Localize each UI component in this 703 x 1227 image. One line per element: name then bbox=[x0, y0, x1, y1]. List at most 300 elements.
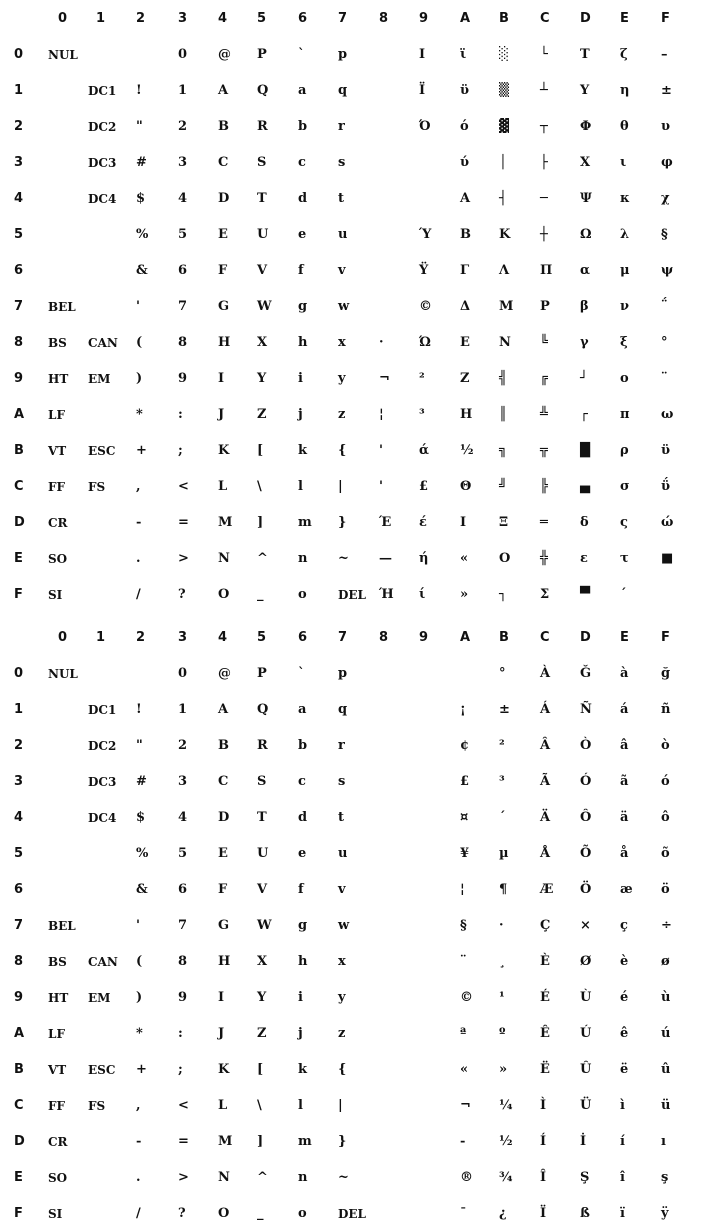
table-cell: 6 bbox=[178, 263, 188, 278]
table-cell: ü bbox=[661, 1098, 671, 1113]
table-cell: EM bbox=[88, 372, 111, 386]
table-row bbox=[0, 330, 703, 356]
table-cell: O bbox=[218, 1206, 230, 1221]
table-cell: { bbox=[338, 443, 347, 458]
table-cell: ■ bbox=[661, 551, 674, 566]
table-cell: ▄ bbox=[580, 479, 590, 494]
table-cell: ; bbox=[178, 1062, 183, 1077]
row-header: 7 bbox=[14, 299, 24, 314]
table-cell: ) bbox=[136, 371, 143, 386]
table-cell: Y bbox=[257, 371, 267, 386]
table-cell: æ bbox=[620, 882, 633, 897]
table-row bbox=[0, 769, 703, 795]
table-cell: ═ bbox=[540, 515, 548, 530]
table-cell: DC1 bbox=[88, 703, 117, 717]
table-cell: ú bbox=[661, 1026, 671, 1041]
table-cell: ` bbox=[298, 666, 305, 681]
table-cell: R bbox=[257, 738, 268, 753]
table-cell: å bbox=[620, 846, 629, 861]
table-cell: ñ bbox=[661, 702, 671, 717]
table-cell: Ύ bbox=[419, 227, 432, 242]
table-cell: ¾ bbox=[499, 1170, 513, 1185]
table-cell: k bbox=[298, 1062, 308, 1077]
table-cell: ¹ bbox=[499, 990, 505, 1005]
table-cell: ¼ bbox=[499, 1098, 513, 1113]
column-header: E bbox=[620, 11, 629, 26]
table-cell: DC2 bbox=[88, 120, 117, 134]
table-cell: ÿ bbox=[661, 1206, 669, 1221]
table-cell: ┴ bbox=[540, 83, 548, 98]
table-cell: ▓ bbox=[499, 119, 509, 134]
table-cell: ' bbox=[379, 479, 383, 494]
table-cell: λ bbox=[620, 227, 630, 242]
table-cell: ╦ bbox=[540, 443, 548, 458]
table-row bbox=[0, 78, 703, 104]
table-cell: κ bbox=[620, 191, 630, 206]
table-cell: ? bbox=[178, 1206, 186, 1221]
table-cell: V bbox=[257, 263, 268, 278]
table-cell: è bbox=[620, 954, 629, 969]
table-cell: Z bbox=[257, 1026, 267, 1041]
table-cell: : bbox=[178, 1026, 183, 1041]
table-cell: ρ bbox=[620, 443, 629, 458]
table-cell: \ bbox=[257, 1098, 262, 1113]
table-cell: ζ bbox=[620, 47, 628, 62]
table-cell: Z bbox=[257, 407, 267, 422]
table-cell: õ bbox=[661, 846, 670, 861]
column-header: C bbox=[540, 630, 550, 645]
table-cell: φ bbox=[661, 155, 673, 170]
table-cell: - bbox=[136, 515, 142, 530]
table-cell: ╣ bbox=[499, 371, 507, 386]
table-cell: ³ bbox=[499, 774, 505, 789]
column-header: F bbox=[661, 11, 670, 26]
table-cell: FF bbox=[48, 480, 66, 494]
table-cell: ½ bbox=[460, 443, 474, 458]
column-header: 1 bbox=[96, 630, 106, 645]
table-cell: Î bbox=[540, 1170, 547, 1185]
table-cell: î bbox=[620, 1170, 625, 1185]
table-cell: % bbox=[136, 227, 149, 242]
table-cell: ╗ bbox=[499, 443, 507, 458]
table-cell: Q bbox=[257, 83, 269, 98]
table-cell: C bbox=[218, 155, 229, 170]
table-cell: ¬ bbox=[379, 371, 390, 386]
table-cell: m bbox=[298, 1134, 312, 1149]
table-cell: Ο bbox=[499, 551, 511, 566]
table-cell: ÷ bbox=[661, 918, 672, 933]
table-cell: Â bbox=[540, 738, 551, 753]
row-header: A bbox=[14, 407, 25, 422]
table-cell: â bbox=[620, 738, 629, 753]
table-cell: À bbox=[540, 666, 551, 681]
table-cell: έ bbox=[419, 515, 427, 530]
table-cell: ş bbox=[661, 1170, 669, 1185]
table-row bbox=[0, 510, 703, 536]
table-cell: Í bbox=[540, 1134, 547, 1149]
table-cell: DEL bbox=[338, 1207, 366, 1221]
table-cell: ã bbox=[620, 774, 629, 789]
table-cell: ΅ bbox=[661, 299, 668, 314]
table-cell: · bbox=[499, 918, 504, 933]
table-cell: _ bbox=[257, 1206, 264, 1221]
table-cell: 8 bbox=[178, 335, 188, 350]
table-cell: Õ bbox=[580, 846, 592, 861]
table-cell: ¢ bbox=[460, 738, 470, 753]
table-row bbox=[0, 546, 703, 572]
table-cell: 3 bbox=[178, 774, 188, 789]
table-cell: Τ bbox=[580, 47, 590, 62]
table-cell: Ñ bbox=[580, 702, 592, 717]
table-cell: ν bbox=[620, 299, 630, 314]
table-cell: ¡ bbox=[460, 702, 466, 717]
row-header: 4 bbox=[14, 810, 24, 825]
table-cell: ╠ bbox=[540, 479, 548, 494]
table-cell: X bbox=[257, 335, 268, 350]
column-header: E bbox=[620, 630, 629, 645]
table-cell: τ bbox=[620, 551, 629, 566]
table-cell: η bbox=[620, 83, 630, 98]
table-cell: ╝ bbox=[499, 479, 507, 494]
row-header: D bbox=[14, 1134, 25, 1149]
table-cell: I bbox=[218, 371, 225, 386]
table-cell: E bbox=[218, 227, 228, 242]
table-cell: ╚ bbox=[540, 335, 548, 350]
row-header: E bbox=[14, 1170, 23, 1185]
table-cell: Ι bbox=[419, 47, 426, 62]
table-cell: F bbox=[218, 263, 228, 278]
table-row bbox=[0, 1201, 703, 1227]
row-header: 5 bbox=[14, 227, 24, 242]
table-cell: ϊ bbox=[460, 47, 467, 62]
column-header: C bbox=[540, 11, 550, 26]
row-header: B bbox=[14, 1062, 24, 1077]
table-cell: ê bbox=[620, 1026, 629, 1041]
table-cell: Κ bbox=[499, 227, 511, 242]
table-cell: Υ bbox=[580, 83, 590, 98]
table-cell: * bbox=[136, 1026, 143, 1041]
table-row bbox=[0, 402, 703, 428]
table-cell: BEL bbox=[48, 919, 76, 933]
table-cell: a bbox=[298, 83, 307, 98]
table-cell: e bbox=[298, 227, 307, 242]
table-cell: 0 bbox=[178, 666, 188, 681]
table-cell: _ bbox=[257, 587, 264, 602]
table-cell: d bbox=[298, 191, 308, 206]
table-cell: ß bbox=[580, 1206, 590, 1221]
table-cell: 1 bbox=[178, 702, 188, 717]
row-header: 1 bbox=[14, 702, 24, 717]
table-cell: 8 bbox=[178, 954, 188, 969]
table-cell: ² bbox=[419, 371, 425, 386]
table-cell: ] bbox=[257, 515, 264, 530]
table-cell: ┬ bbox=[540, 119, 548, 134]
table-cell: x bbox=[338, 954, 346, 969]
column-header: 3 bbox=[178, 630, 188, 645]
table-cell: ╩ bbox=[540, 407, 548, 422]
table-cell: Ì bbox=[540, 1098, 547, 1113]
table-cell: « bbox=[460, 1062, 469, 1077]
row-header: 9 bbox=[14, 371, 24, 386]
table-cell: BS bbox=[48, 955, 67, 969]
table-cell: } bbox=[338, 515, 347, 530]
table-cell: – bbox=[661, 47, 668, 62]
table-cell: ύ bbox=[460, 155, 470, 170]
table-cell: DC2 bbox=[88, 739, 117, 753]
table-cell: d bbox=[298, 810, 308, 825]
row-header: A bbox=[14, 1026, 25, 1041]
table-cell: f bbox=[298, 882, 304, 897]
table-cell: µ bbox=[499, 846, 509, 861]
table-cell: — bbox=[379, 551, 392, 566]
table-cell: SO bbox=[48, 552, 68, 566]
table-cell: ë bbox=[620, 1062, 629, 1077]
table-cell: M bbox=[218, 515, 233, 530]
table-cell: Ό bbox=[419, 119, 431, 134]
table-cell: q bbox=[338, 83, 348, 98]
table-cell: ^ bbox=[257, 1170, 268, 1185]
table-cell: ϋ bbox=[460, 83, 470, 98]
table-cell: O bbox=[218, 587, 230, 602]
table-cell: 2 bbox=[178, 738, 188, 753]
table-cell: ς bbox=[620, 515, 628, 530]
table-cell: ! bbox=[136, 702, 142, 717]
table-cell: ξ bbox=[620, 335, 628, 350]
table-cell: n bbox=[298, 1170, 308, 1185]
table-cell: ┤ bbox=[499, 191, 507, 206]
column-header: 5 bbox=[257, 11, 267, 26]
table-cell: ! bbox=[136, 83, 142, 98]
table-row bbox=[0, 985, 703, 1011]
table-cell: ~ bbox=[338, 551, 349, 566]
table-cell: ] bbox=[257, 1134, 264, 1149]
table-cell: K bbox=[218, 443, 230, 458]
row-header: 3 bbox=[14, 155, 24, 170]
table-cell: VT bbox=[48, 444, 67, 458]
table-cell: > bbox=[178, 551, 189, 566]
table-cell: ΄ bbox=[620, 587, 627, 602]
table-row bbox=[0, 582, 703, 608]
table-cell: ' bbox=[136, 918, 140, 933]
column-header: 2 bbox=[136, 11, 146, 26]
table-cell: £ bbox=[419, 479, 429, 494]
table-cell: Χ bbox=[580, 155, 591, 170]
column-header: 6 bbox=[298, 11, 308, 26]
column-header: A bbox=[460, 11, 471, 26]
table-cell: + bbox=[136, 1062, 147, 1077]
table-cell: 4 bbox=[178, 191, 188, 206]
table-cell: CR bbox=[48, 1135, 68, 1149]
table-cell: ¦ bbox=[460, 882, 465, 897]
table-cell: È bbox=[540, 954, 550, 969]
table-cell: e bbox=[298, 846, 307, 861]
column-header: 2 bbox=[136, 630, 146, 645]
column-header: B bbox=[499, 630, 509, 645]
table-cell: " bbox=[136, 738, 143, 753]
table-cell: ├ bbox=[540, 155, 548, 170]
table-cell: - bbox=[460, 1134, 466, 1149]
table-cell: ó bbox=[661, 774, 670, 789]
table-cell: L bbox=[218, 479, 228, 494]
table-cell: ¿ bbox=[499, 1206, 507, 1221]
table-cell: ` bbox=[298, 47, 305, 62]
column-header: 4 bbox=[218, 630, 228, 645]
table-row bbox=[0, 949, 703, 975]
table-cell: ´ bbox=[499, 810, 506, 825]
table-cell: └ bbox=[540, 47, 548, 62]
table-cell: 2 bbox=[178, 119, 188, 134]
table-cell: v bbox=[338, 263, 346, 278]
table-cell: S bbox=[257, 774, 267, 789]
table-cell: LF bbox=[48, 408, 65, 422]
table-cell: Ώ bbox=[419, 335, 431, 350]
table-cell: | bbox=[338, 479, 343, 494]
table-cell: ¨ bbox=[661, 371, 668, 386]
table-cell: ESC bbox=[88, 1063, 116, 1077]
table-row bbox=[0, 150, 703, 176]
table-cell: « bbox=[460, 551, 469, 566]
table-cell: NUL bbox=[48, 48, 78, 62]
table-cell: ª bbox=[460, 1026, 467, 1041]
row-header: 6 bbox=[14, 882, 24, 897]
table-cell: ¯ bbox=[460, 1206, 467, 1221]
table-cell: + bbox=[136, 443, 147, 458]
table-cell: Ή bbox=[379, 587, 394, 602]
table-cell: Ω bbox=[580, 227, 592, 242]
table-cell: Λ bbox=[499, 263, 510, 278]
column-header: 5 bbox=[257, 630, 267, 645]
table-cell: X bbox=[257, 954, 268, 969]
table-cell: l bbox=[298, 1098, 303, 1113]
table-cell: * bbox=[136, 407, 143, 422]
table-cell: ¸ bbox=[499, 954, 506, 969]
table-cell: DC4 bbox=[88, 192, 117, 206]
table-cell: δ bbox=[580, 515, 589, 530]
table-cell: ù bbox=[661, 990, 671, 1005]
table-cell: u bbox=[338, 846, 348, 861]
column-header: 8 bbox=[379, 630, 389, 645]
table-cell: ì bbox=[620, 1098, 625, 1113]
table-cell: Γ bbox=[460, 263, 470, 278]
row-header: 8 bbox=[14, 954, 24, 969]
table-cell: Θ bbox=[460, 479, 472, 494]
table-cell: Ù bbox=[580, 990, 592, 1005]
table-cell: / bbox=[136, 1206, 141, 1221]
table-cell: Ι bbox=[460, 515, 467, 530]
table-cell: NUL bbox=[48, 667, 78, 681]
table-cell: 9 bbox=[178, 371, 188, 386]
table-cell: SI bbox=[48, 1207, 63, 1221]
table-cell: s bbox=[338, 774, 346, 789]
column-header: B bbox=[499, 11, 509, 26]
table-cell: B bbox=[218, 738, 229, 753]
table-cell: V bbox=[257, 882, 268, 897]
table-row bbox=[0, 438, 703, 464]
table-cell: ? bbox=[178, 587, 186, 602]
table-row bbox=[0, 1093, 703, 1119]
table-cell: DEL bbox=[338, 588, 366, 602]
table-cell: © bbox=[460, 990, 473, 1005]
table-cell: ε bbox=[580, 551, 588, 566]
table-cell: w bbox=[338, 299, 350, 314]
table-cell: × bbox=[580, 918, 591, 933]
table-cell: t bbox=[338, 191, 345, 206]
table-cell: Ζ bbox=[460, 371, 470, 386]
table-cell: R bbox=[257, 119, 268, 134]
row-header: 3 bbox=[14, 774, 24, 789]
table-cell: y bbox=[338, 371, 346, 386]
table-cell: Ã bbox=[540, 774, 551, 789]
table-cell: 6 bbox=[178, 882, 188, 897]
table-cell: . bbox=[136, 551, 141, 566]
table-cell: ί bbox=[419, 587, 426, 602]
table-cell: & bbox=[136, 263, 148, 278]
table-cell: ┘ bbox=[580, 371, 588, 386]
table-cell: F bbox=[218, 882, 228, 897]
column-header: 7 bbox=[338, 11, 348, 26]
table-cell: ³ bbox=[419, 407, 425, 422]
table-cell: u bbox=[338, 227, 348, 242]
table-cell: < bbox=[178, 1098, 189, 1113]
table-cell: ' bbox=[379, 443, 383, 458]
row-header: F bbox=[14, 1206, 23, 1221]
table-cell: Ú bbox=[580, 1026, 592, 1041]
table-cell: ╔ bbox=[540, 371, 548, 386]
table-cell: w bbox=[338, 918, 350, 933]
table-cell: LF bbox=[48, 1027, 65, 1041]
table-cell: U bbox=[257, 227, 269, 242]
table-cell: Æ bbox=[540, 882, 554, 897]
table-cell: } bbox=[338, 1134, 347, 1149]
table-cell: M bbox=[218, 1134, 233, 1149]
table-cell: ò bbox=[661, 738, 670, 753]
table-cell: Ν bbox=[499, 335, 511, 350]
row-header: E bbox=[14, 551, 23, 566]
table-cell: - bbox=[136, 1134, 142, 1149]
table-cell: ½ bbox=[499, 1134, 513, 1149]
table-cell: b bbox=[298, 738, 308, 753]
table-cell: Á bbox=[540, 702, 551, 717]
table-cell: H bbox=[218, 954, 231, 969]
table-cell: ╬ bbox=[540, 551, 548, 566]
column-header: 8 bbox=[379, 11, 389, 26]
table-cell: ( bbox=[136, 954, 143, 969]
table-row bbox=[0, 913, 703, 939]
table-cell: r bbox=[338, 738, 345, 753]
table-cell: I bbox=[218, 990, 225, 1005]
table-cell: ή bbox=[419, 551, 429, 566]
table-cell: r bbox=[338, 119, 345, 134]
table-cell: é bbox=[620, 990, 629, 1005]
table-cell: CAN bbox=[88, 955, 118, 969]
table-cell: ± bbox=[661, 83, 672, 98]
table-cell: DC4 bbox=[88, 811, 117, 825]
table-cell: £ bbox=[460, 774, 470, 789]
row-header: 7 bbox=[14, 918, 24, 933]
table-cell: CR bbox=[48, 516, 68, 530]
table-cell: ψ bbox=[661, 263, 674, 278]
row-header: C bbox=[14, 479, 24, 494]
table-cell: İ bbox=[580, 1134, 587, 1149]
table-cell: q bbox=[338, 702, 348, 717]
table-cell: π bbox=[620, 407, 630, 422]
table-cell: Π bbox=[540, 263, 553, 278]
table-row bbox=[0, 114, 703, 140]
table-cell: ¥ bbox=[460, 846, 470, 861]
table-cell: DC3 bbox=[88, 775, 117, 789]
table-row bbox=[0, 661, 703, 687]
table-cell: BS bbox=[48, 336, 67, 350]
